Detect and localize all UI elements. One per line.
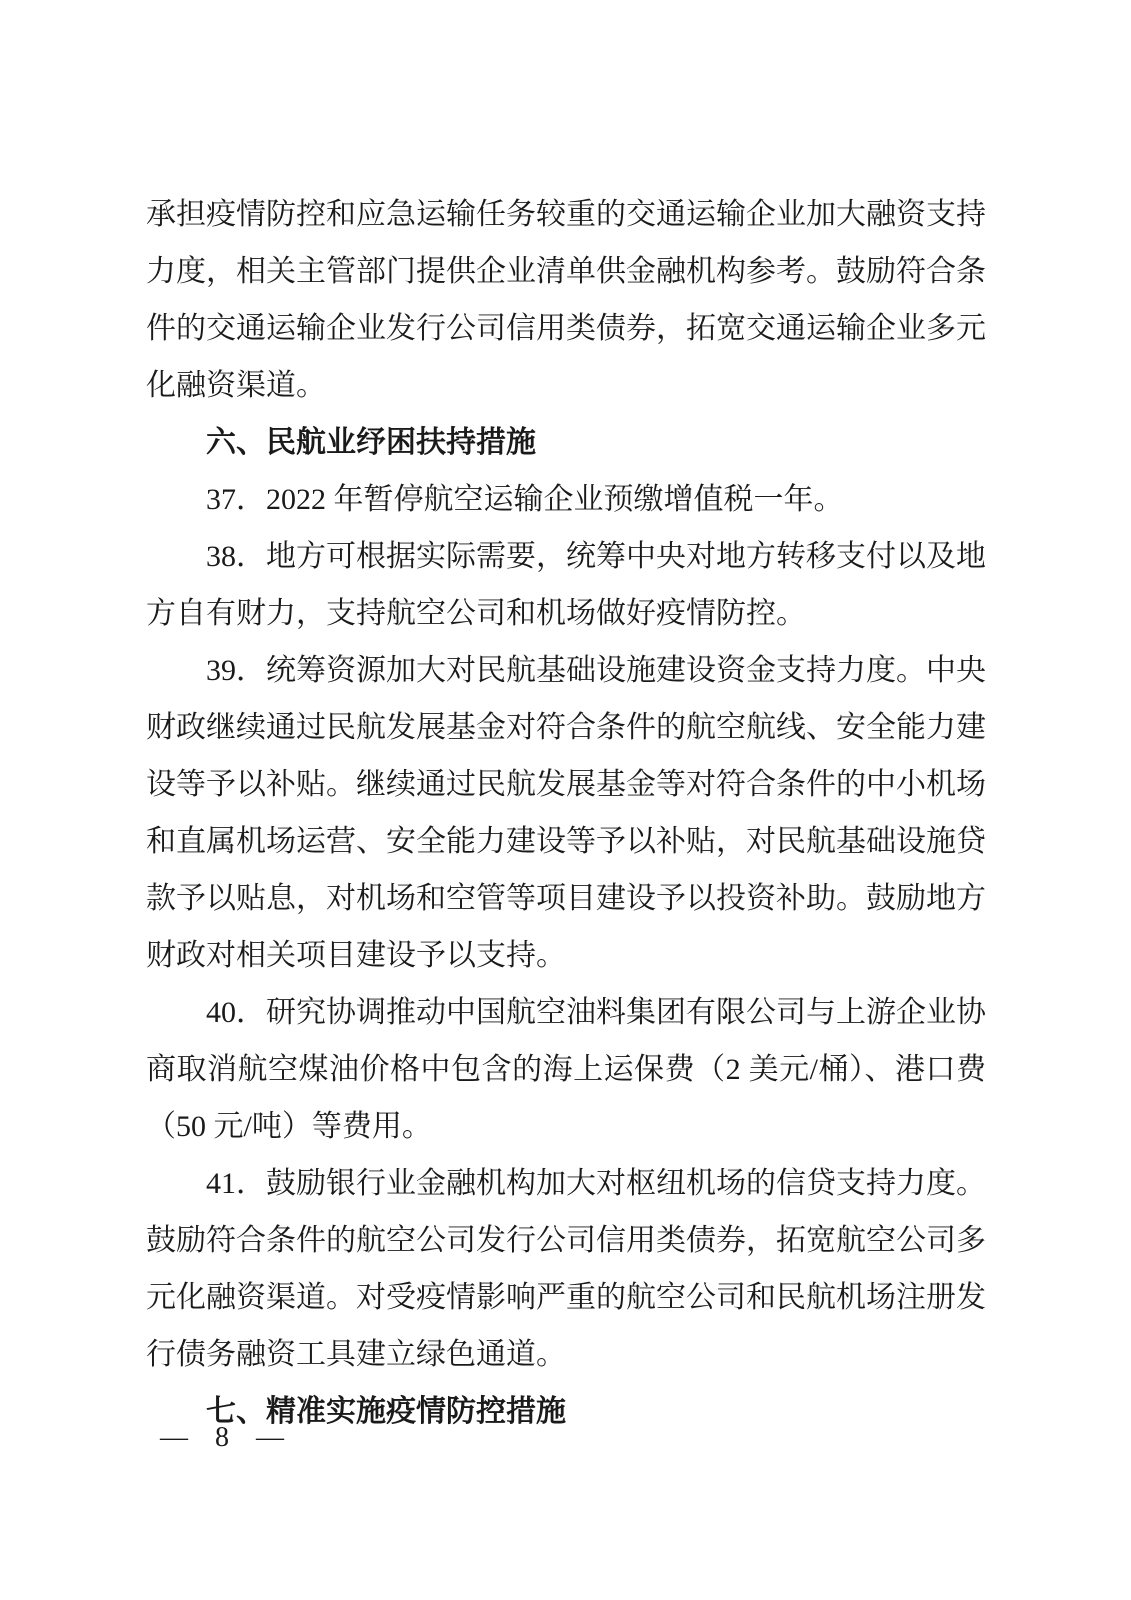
list-item-38: 38．地方可根据实际需要，统筹中央对地方转移支付以及地方自有财力，支持航空公司和机场做好疫情防控。 — [146, 540, 986, 630]
page-number: — 8 — — [160, 1422, 294, 1453]
section-heading-6: 六、民航业纾困扶持措施 — [206, 426, 536, 459]
list-item-40: 40．研究协调推动中国航空油料集团有限公司与上游企业协商取消航空煤油价格中包含的海上运保费（2 美元/桶）、港口费（50 元/吨）等费用。 — [146, 996, 986, 1143]
document-body — [146, 186, 986, 1440]
list-item-37: 37．2022 年暂停航空运输企业预缴增值税一年。 — [206, 483, 844, 516]
list-item-41: 41．鼓励银行业金融机构加大对枢纽机场的信贷支持力度。鼓励符合条件的航空公司发行公司信用类债券，拓宽航空公司多元化融资渠道。对受疫情影响严重的航空公司和民航机场注册发行债务融资工具建立绿色通道。 — [146, 1167, 986, 1371]
section-heading-7: 七、精准实施疫情防控措施 — [206, 1395, 566, 1428]
list-item-39: 39．统筹资源加大对民航基础设施建设资金支持力度。中央财政继续通过民航发展基金对符合条件的航空航线、安全能力建设等予以补贴。继续通过民航发展基金等对符合条件的中小机场和直属机场运营、安全能力建设等予以补贴，对民航基础设施贷款予以贴息，对机场和空管等项目建设予以投资补助。鼓励地方财政对相关项目建设予以支持。 — [146, 654, 986, 972]
paragraph-continuation: 承担疫情防控和应急运输任务较重的交通运输企业加大融资支持力度，相关主管部门提供企业清单供金融机构参考。鼓励符合条件的交通运输企业发行公司信用类债券，拓宽交通运输企业多元化融资渠道。 — [146, 198, 986, 402]
